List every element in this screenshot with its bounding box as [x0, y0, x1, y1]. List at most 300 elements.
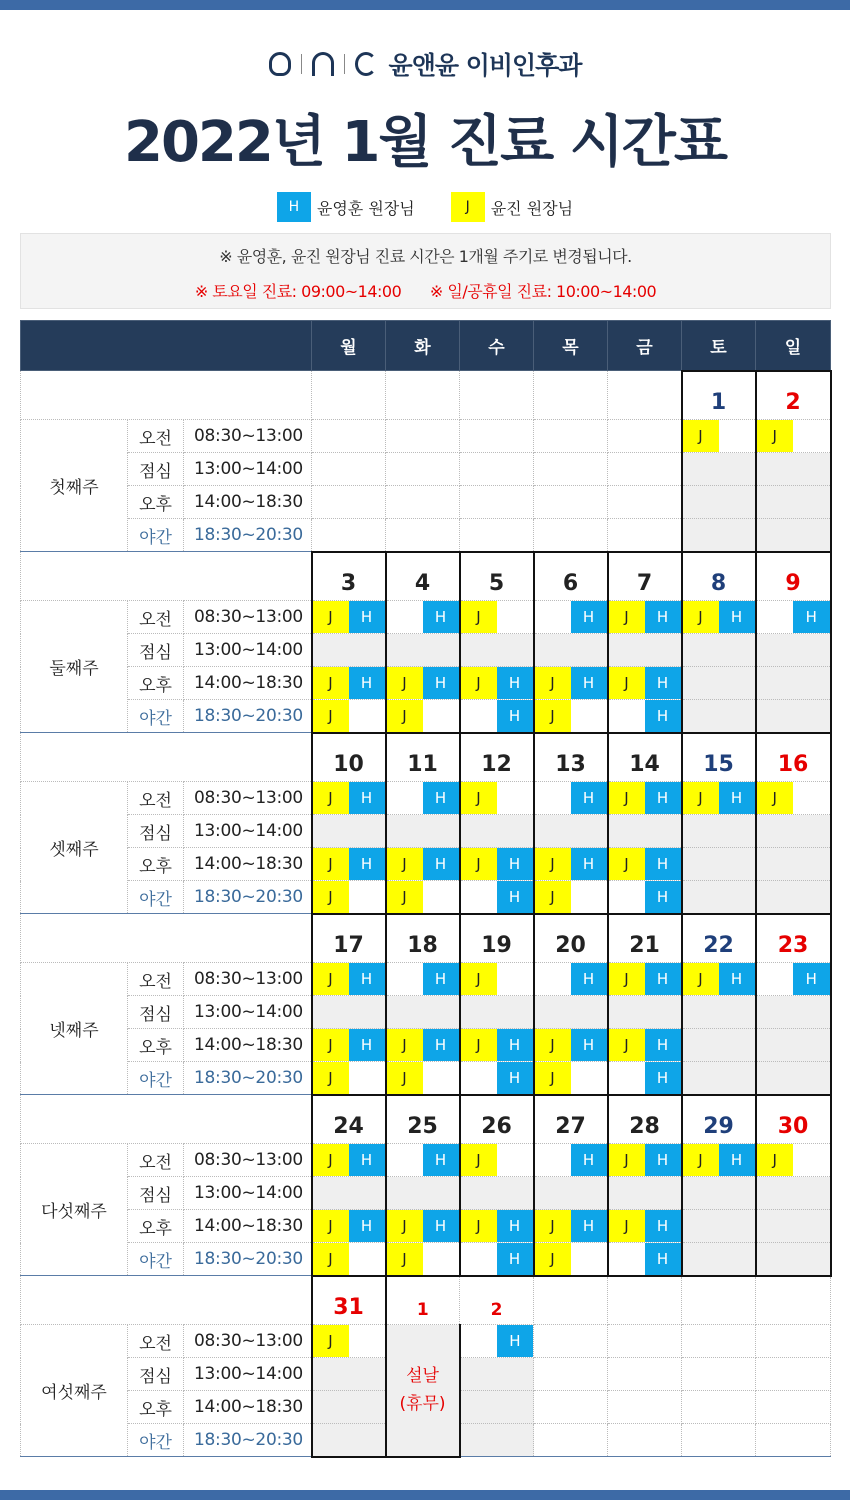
doctor-h-mark: H	[423, 1210, 459, 1242]
schedule-cell	[534, 1358, 608, 1391]
slot-time: 18:30~20:30	[184, 519, 312, 552]
doctor-h-mark: H	[349, 1210, 385, 1242]
doctor-j-mark: J	[387, 1210, 423, 1242]
slot-right	[793, 1210, 830, 1242]
schedule-cell	[534, 486, 608, 519]
date-cell: 30	[756, 1095, 831, 1144]
slot-left	[313, 1358, 349, 1390]
schedule-cell	[534, 815, 608, 848]
slot-right	[571, 1062, 607, 1094]
doctor-j-mark: J	[535, 700, 571, 732]
schedule-cell	[386, 1144, 460, 1177]
doctor-h-mark: H	[645, 1029, 681, 1061]
schedule-cell	[608, 1210, 682, 1243]
schedule-cell	[534, 1062, 608, 1095]
slot-right	[644, 486, 680, 518]
schedule-cell	[312, 782, 386, 815]
slot-left	[757, 1243, 794, 1275]
slot-right	[793, 453, 830, 485]
schedule-cell	[460, 486, 534, 519]
schedule-cell	[682, 1424, 756, 1457]
schedule-cell	[756, 1144, 831, 1177]
doctor-j-mark: J	[757, 782, 794, 814]
slot-left	[386, 420, 423, 452]
slot-right	[497, 1144, 533, 1176]
slot-label: 점심	[128, 1177, 184, 1210]
schedule-cell	[608, 601, 682, 634]
doctor-h-mark: H	[423, 667, 459, 699]
slot-time: 14:00~18:30	[184, 667, 312, 700]
doctor-h-mark: H	[719, 1144, 755, 1176]
slot-left	[682, 1358, 719, 1390]
doctor-h-mark: H	[497, 667, 533, 699]
schedule-cell	[608, 453, 682, 486]
slot-right	[645, 1325, 682, 1357]
schedule-cell	[312, 1325, 386, 1358]
schedule-cell	[756, 1391, 831, 1424]
slot-right	[571, 634, 607, 666]
doctor-h-mark: H	[645, 881, 681, 913]
date-cell	[756, 1276, 831, 1325]
slot-right	[423, 815, 459, 847]
schedule-cell	[386, 667, 460, 700]
slot-left	[461, 881, 497, 913]
doctor-j-mark: J	[609, 1144, 645, 1176]
schedule-cell	[756, 667, 831, 700]
slot-row	[21, 782, 831, 815]
doctor-h-mark: H	[497, 1062, 533, 1094]
slot-right	[793, 667, 830, 699]
schedule-cell	[608, 1358, 682, 1391]
slot-left	[682, 1325, 719, 1357]
legend-j-swatch: J	[451, 192, 485, 222]
doctor-h-mark: H	[645, 1144, 681, 1176]
slot-right	[793, 486, 830, 518]
slot-time: 14:00~18:30	[184, 486, 312, 519]
date-cell: 6	[534, 552, 608, 601]
slot-left	[608, 453, 644, 485]
slot-right	[571, 1391, 608, 1423]
doctor-j-mark: J	[313, 700, 349, 732]
date-cell: 8	[682, 552, 756, 601]
schedule-cell	[460, 848, 534, 881]
schedule-cell	[386, 1177, 460, 1210]
date-cell: 29	[682, 1095, 756, 1144]
schedule-cell	[682, 420, 756, 453]
notice-saturday: ※ 토요일 진료: 09:00~14:00	[194, 282, 402, 301]
schedule-cell	[682, 815, 756, 848]
slot-left	[757, 634, 794, 666]
schedule-cell	[386, 601, 460, 634]
slot-left	[682, 1391, 719, 1423]
doctor-h-mark: H	[423, 1029, 459, 1061]
date-cell: 1	[682, 371, 756, 420]
doctor-j-mark: J	[387, 1029, 423, 1061]
schedule-cell	[386, 848, 460, 881]
schedule-cell	[756, 420, 831, 453]
slot-left	[608, 420, 644, 452]
date-cell: 24	[312, 1095, 386, 1144]
notice-rotation: ※ 윤영훈, 윤진 원장님 진료 시간은 1개월 주기로 변경됩니다.	[219, 247, 632, 266]
slot-left	[386, 486, 423, 518]
slot-row	[21, 996, 831, 1029]
schedule-cell	[312, 700, 386, 733]
doctor-h-mark: H	[645, 848, 681, 880]
schedule-cell	[460, 634, 534, 667]
slot-right	[793, 420, 830, 452]
doctor-h-mark: H	[571, 963, 607, 995]
schedule-cell	[312, 1062, 386, 1095]
schedule-cell	[682, 996, 756, 1029]
slot-left	[534, 420, 571, 452]
schedule-cell	[756, 1424, 831, 1457]
slot-left	[757, 848, 794, 880]
slot-time: 14:00~18:30	[184, 1210, 312, 1243]
schedule-cell	[386, 815, 460, 848]
schedule-cell	[386, 782, 460, 815]
schedule-cell	[682, 848, 756, 881]
schedule-cell	[682, 1325, 756, 1358]
slot-left	[757, 1210, 794, 1242]
schedule-cell	[534, 1325, 608, 1358]
date-cell: 9	[756, 552, 831, 601]
slot-left	[757, 1062, 794, 1094]
doctor-h-mark: H	[645, 1243, 681, 1275]
slot-left	[757, 700, 794, 732]
slot-time: 13:00~14:00	[184, 1358, 312, 1391]
schedule-cell	[682, 1358, 756, 1391]
slot-left	[387, 601, 423, 633]
bottom-bar	[0, 1490, 850, 1500]
slot-right	[497, 782, 533, 814]
schedule-cell	[756, 1062, 831, 1095]
schedule-cell	[312, 815, 386, 848]
schedule-cell	[534, 1210, 608, 1243]
schedule-cell	[534, 700, 608, 733]
slot-right	[497, 996, 533, 1028]
schedule-cell	[386, 963, 460, 996]
slot-right	[793, 881, 830, 913]
slot-left	[757, 519, 794, 551]
slot-right	[719, 1243, 755, 1275]
slot-left	[386, 453, 423, 485]
slot-time: 08:30~13:00	[184, 601, 312, 634]
slot-left	[387, 634, 423, 666]
schedule-cell	[460, 1391, 534, 1424]
doctor-h-mark: H	[719, 601, 755, 633]
doctor-j-mark: J	[461, 848, 497, 880]
slot-time: 14:00~18:30	[184, 1029, 312, 1062]
slot-left	[608, 519, 644, 551]
schedule-table	[20, 320, 832, 1458]
schedule-cell	[756, 815, 831, 848]
schedule-cell	[756, 1210, 831, 1243]
slot-left	[461, 700, 497, 732]
date-cell: 28	[608, 1095, 682, 1144]
slot-right	[423, 700, 459, 732]
date-cell: 2	[756, 371, 831, 420]
date-cell: 21	[608, 914, 682, 963]
slot-left	[683, 1210, 719, 1242]
schedule-cell	[608, 1144, 682, 1177]
schedule-cell	[756, 634, 831, 667]
schedule-cell	[386, 996, 460, 1029]
slot-left	[313, 1177, 349, 1209]
schedule-cell	[534, 667, 608, 700]
doctor-h-mark: H	[645, 782, 681, 814]
schedule-cell	[608, 1062, 682, 1095]
schedule-cell	[460, 1325, 534, 1358]
schedule-cell	[608, 486, 682, 519]
slot-left	[757, 667, 794, 699]
date-cell	[682, 1276, 756, 1325]
schedule-cell	[460, 519, 534, 552]
slot-left	[387, 963, 423, 995]
schedule-cell	[756, 881, 831, 914]
date-cell: 31	[312, 1276, 386, 1325]
slot-right	[645, 1391, 682, 1423]
date-cell: 13	[534, 733, 608, 782]
slot-time: 13:00~14:00	[184, 453, 312, 486]
slot-left	[535, 996, 571, 1028]
doctor-j-mark: J	[313, 601, 349, 633]
doctor-j-mark: J	[313, 1243, 349, 1275]
schedule-cell	[682, 1177, 756, 1210]
slot-right	[423, 996, 459, 1028]
slot-right	[644, 519, 680, 551]
schedule-cell	[608, 963, 682, 996]
schedule-cell	[460, 667, 534, 700]
slot-right	[571, 1424, 608, 1456]
doctor-j-mark: J	[609, 601, 645, 633]
slot-right	[349, 881, 385, 913]
schedule-cell	[312, 1358, 386, 1391]
schedule-cell	[756, 486, 831, 519]
week-date-row	[21, 733, 831, 782]
slot-left	[757, 1029, 794, 1061]
slot-time: 08:30~13:00	[184, 963, 312, 996]
slot-right	[793, 1424, 830, 1456]
doctor-j-mark: J	[535, 667, 571, 699]
logo-mark-icon	[269, 52, 291, 76]
slot-left	[683, 815, 719, 847]
slot-row	[21, 601, 831, 634]
schedule-cell	[756, 1325, 831, 1358]
slot-left	[461, 1424, 497, 1456]
slot-right	[423, 486, 460, 518]
slot-left	[682, 1424, 719, 1456]
doctor-h-mark: H	[497, 881, 533, 913]
slot-right	[571, 881, 607, 913]
schedule-cell	[312, 1144, 386, 1177]
slot-row	[21, 1144, 831, 1177]
day-header: 월	[312, 321, 386, 371]
doctor-j-mark: J	[609, 963, 645, 995]
slot-right	[349, 420, 386, 452]
slot-right	[497, 420, 534, 452]
week-label: 첫째주	[21, 420, 128, 552]
slot-left	[461, 1062, 497, 1094]
slot-right	[497, 1424, 533, 1456]
slot-right	[719, 420, 755, 452]
date-cell	[386, 371, 460, 420]
doctor-j-mark: J	[535, 1243, 571, 1275]
slot-left	[757, 601, 794, 633]
logo-divider	[301, 54, 302, 74]
slot-left	[683, 667, 719, 699]
doctor-j-mark: J	[535, 848, 571, 880]
slot-left	[534, 1325, 571, 1357]
legend-h-swatch: H	[277, 192, 311, 222]
slot-right	[423, 881, 459, 913]
slot-right	[793, 1177, 830, 1209]
schedule-cell	[460, 782, 534, 815]
doctor-h-mark: H	[497, 1243, 533, 1275]
slot-right	[719, 1177, 755, 1209]
doctor-j-mark: J	[535, 1062, 571, 1094]
slot-left	[757, 815, 794, 847]
date-cell: 11	[386, 733, 460, 782]
doctor-h-mark: H	[719, 963, 755, 995]
slot-left	[683, 1062, 719, 1094]
slot-left	[460, 519, 497, 551]
doctor-h-mark: H	[571, 667, 607, 699]
slot-left	[683, 881, 719, 913]
doctor-h-mark: H	[423, 963, 459, 995]
slot-time: 13:00~14:00	[184, 815, 312, 848]
date-cell	[608, 371, 682, 420]
slot-left	[534, 453, 571, 485]
slot-left	[756, 1325, 793, 1357]
slot-right	[571, 996, 607, 1028]
doctor-h-mark: H	[645, 700, 681, 732]
day-header: 수	[460, 321, 534, 371]
date-cell: 23	[756, 914, 831, 963]
schedule-cell	[534, 1391, 608, 1424]
date-row-blank	[21, 552, 312, 601]
slot-left	[757, 453, 794, 485]
doctor-h-mark: H	[349, 601, 385, 633]
schedule-cell	[608, 1391, 682, 1424]
slot-row	[21, 1177, 831, 1210]
slot-row	[21, 667, 831, 700]
schedule-cell	[312, 601, 386, 634]
schedule-cell	[460, 1029, 534, 1062]
slot-left	[608, 1325, 645, 1357]
slot-label: 점심	[128, 815, 184, 848]
slot-left	[683, 1177, 719, 1209]
schedule-cell	[608, 519, 682, 552]
date-cell: 14	[608, 733, 682, 782]
slot-label: 오전	[128, 601, 184, 634]
doctor-h-mark: H	[571, 1029, 607, 1061]
doctor-h-mark: H	[497, 848, 533, 880]
schedule-cell	[682, 667, 756, 700]
doctor-j-mark: J	[683, 601, 719, 633]
doctor-h-mark: H	[349, 1029, 385, 1061]
doctor-j-mark: J	[313, 881, 349, 913]
date-cell: 2	[460, 1276, 534, 1325]
slot-label: 오후	[128, 1391, 184, 1424]
date-row-blank	[21, 371, 312, 420]
slot-time: 13:00~14:00	[184, 996, 312, 1029]
slot-right	[719, 1424, 756, 1456]
slot-right	[349, 1243, 385, 1275]
date-cell: 26	[460, 1095, 534, 1144]
doctor-j-mark: J	[387, 700, 423, 732]
slot-right	[423, 453, 460, 485]
doctor-h-mark: H	[349, 848, 385, 880]
slot-left	[535, 601, 571, 633]
date-cell	[534, 1276, 608, 1325]
doctor-j-mark: J	[757, 1144, 794, 1176]
doctor-j-mark: J	[461, 601, 497, 633]
slot-left	[683, 1243, 719, 1275]
slot-time: 18:30~20:30	[184, 1424, 312, 1457]
date-cell: 1	[386, 1276, 460, 1325]
schedule-cell	[460, 1210, 534, 1243]
schedule-cell	[682, 1029, 756, 1062]
slot-left	[683, 486, 719, 518]
slot-label: 오후	[128, 1210, 184, 1243]
schedule-cell	[756, 1177, 831, 1210]
slot-time: 13:00~14:00	[184, 634, 312, 667]
slot-right	[645, 1424, 682, 1456]
slot-time: 14:00~18:30	[184, 1391, 312, 1424]
schedule-cell	[460, 881, 534, 914]
slot-time: 13:00~14:00	[184, 1177, 312, 1210]
slot-left	[461, 1358, 497, 1390]
schedule-cell	[608, 667, 682, 700]
week-date-row	[21, 371, 831, 420]
date-cell: 10	[312, 733, 386, 782]
slot-label: 점심	[128, 1358, 184, 1391]
slot-time: 18:30~20:30	[184, 881, 312, 914]
week-label: 셋째주	[21, 782, 128, 914]
date-cell: 18	[386, 914, 460, 963]
doctor-j-mark: J	[535, 1210, 571, 1242]
doctor-j-mark: J	[757, 420, 794, 452]
date-cell: 4	[386, 552, 460, 601]
slot-left	[534, 1391, 571, 1423]
slot-left	[313, 815, 349, 847]
slot-label: 오전	[128, 782, 184, 815]
slot-right	[719, 700, 755, 732]
slot-left	[461, 1243, 497, 1275]
slot-right	[497, 963, 533, 995]
slot-left	[312, 486, 349, 518]
schedule-cell	[460, 1144, 534, 1177]
slot-right	[645, 1177, 681, 1209]
slot-label: 야간	[128, 1243, 184, 1276]
slot-right	[349, 453, 386, 485]
schedule-cell	[386, 453, 460, 486]
schedule-cell	[756, 1358, 831, 1391]
schedule-cell	[682, 881, 756, 914]
schedule-cell	[386, 1243, 460, 1276]
schedule-cell	[534, 996, 608, 1029]
schedule-cell	[386, 1210, 460, 1243]
doctor-j-mark: J	[461, 1029, 497, 1061]
slot-right	[571, 1325, 608, 1357]
slot-time: 18:30~20:30	[184, 1243, 312, 1276]
doctor-j-mark: J	[387, 1243, 423, 1275]
slot-left	[461, 1177, 497, 1209]
schedule-cell	[682, 782, 756, 815]
schedule-cell	[756, 1029, 831, 1062]
schedule-cell	[386, 420, 460, 453]
slot-right	[423, 420, 460, 452]
